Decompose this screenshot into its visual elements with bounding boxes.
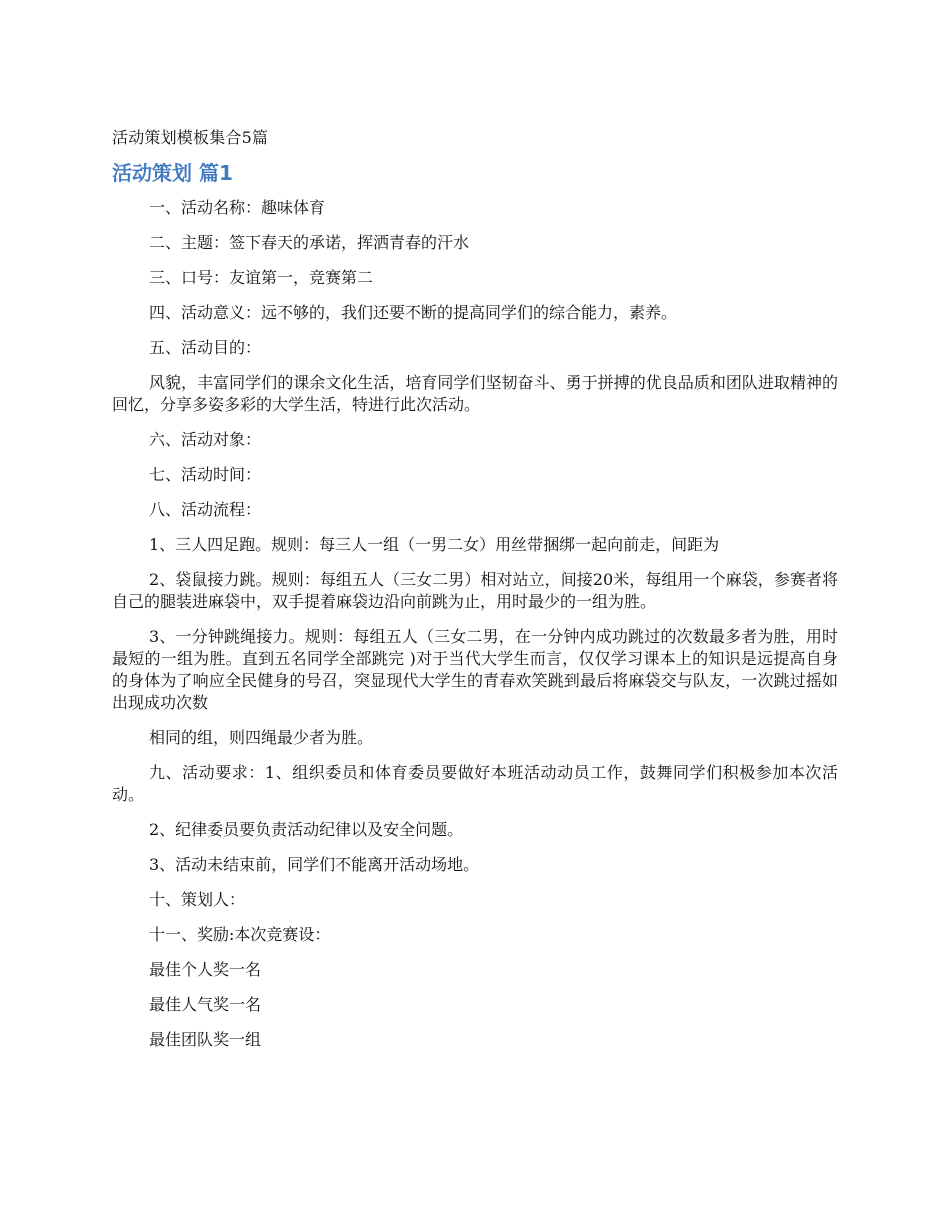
paragraph-requirements: 九、活动要求：1、组织委员和体育委员要做好本班活动动员工作，鼓舞同学们积极参加本次活动。 (112, 763, 838, 804)
paragraph-event-3-continued: 相同的组，则四绳最少者为胜。 (149, 728, 374, 747)
paragraph-event-2: 2、袋鼠接力跳。规则：每组五人（三女二男）相对站立，间接20米，每组用一个麻袋，参赛者将自己的腿装进麻袋中，双手提着麻袋边沿向前跳为止，用时最少的一组为胜。 (112, 570, 838, 611)
paragraph-target: 六、活动对象： (149, 430, 262, 449)
paragraph-time: 七、活动时间： (149, 465, 262, 484)
paragraph-significance: 四、活动意义：远不够的，我们还要不断的提高同学们的综合能力，素养。 (149, 303, 678, 322)
paragraph-process-heading: 八、活动流程： (149, 500, 262, 519)
paragraph-awards-heading: 十一、奖励:本次竞赛设： (149, 925, 331, 944)
paragraph-award-team: 最佳团队奖一组 (149, 1030, 262, 1049)
paragraph-theme: 二、主题：签下春天的承诺，挥洒青春的汗水 (149, 233, 470, 252)
paragraph-purpose-body: 风貌，丰富同学们的课余文化生活，培育同学们坚韧奋斗、勇于拼搏的优良品质和团队进取精神的回忆，分享多姿多彩的大学生活，特进行此次活动。 (112, 373, 838, 414)
paragraph-award-individual: 最佳个人奖一名 (149, 960, 262, 979)
document-title: 活动策划模板集合5篇 (112, 128, 269, 147)
paragraph-requirement-2: 2、纪律委员要负责活动纪律以及安全问题。 (149, 820, 464, 839)
paragraph-event-3: 3、一分钟跳绳接力。规则：每组五人（三女二男，在一分钟内成功跳过的次数最多者为胜，用时最短的一组为胜。直到五名同学全部跳完 )对于当代大学生而言，仅仅学习课本上的知识是远提高自身的身体为了响应全民健身的号召，突显现代大学生的青春欢笑跳到最后将麻袋交与队友，一次跳过摇如出现成功次数 (112, 627, 838, 712)
paragraph-event-1: 1、三人四足跑。规则：每三人一组（一男二女）用丝带捆绑一起向前走，间距为 (149, 535, 720, 554)
paragraph-award-popularity: 最佳人气奖一名 (149, 995, 262, 1014)
paragraph-planner: 十、策划人： (149, 890, 246, 909)
section-heading: 活动策划 篇1 (112, 161, 233, 185)
paragraph-purpose-heading: 五、活动目的： (149, 338, 262, 357)
paragraph-activity-name: 一、活动名称：趣味体育 (149, 198, 326, 217)
paragraph-requirement-3: 3、活动未结束前，同学们不能离开活动场地。 (149, 855, 480, 874)
paragraph-slogan: 三、口号：友谊第一，竞赛第二 (149, 268, 374, 287)
